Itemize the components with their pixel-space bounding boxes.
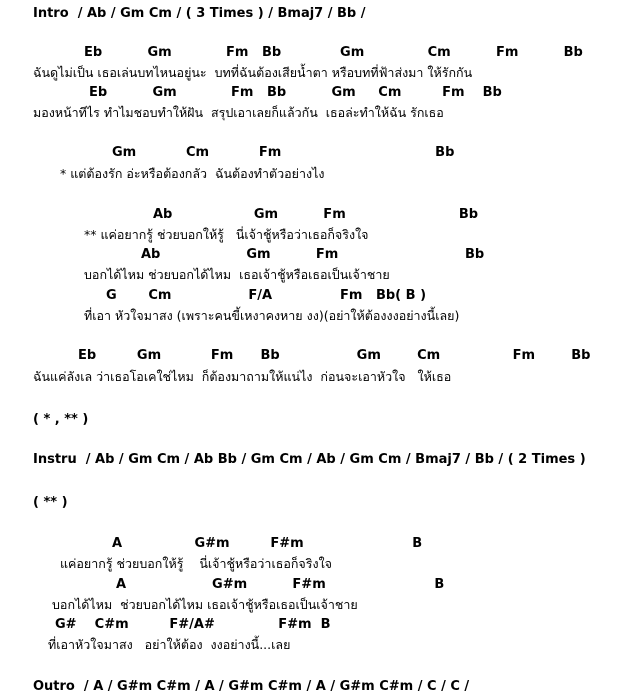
- chorus2-chords-1: A G#m F#m B: [112, 536, 423, 551]
- verse2-chords: Eb Gm Fm Bb Gm Cm Fm Bb: [78, 348, 591, 363]
- prechorus-chords: Gm Cm Fm Bb: [112, 145, 455, 160]
- instru-line: Instru / Ab / Gm Cm / Ab Bb / Gm Cm / Ab / Gm Cm / Bmaj7 / Bb / ( 2 Times ): [33, 452, 586, 467]
- verse1-chords-2: Eb Gm Fm Bb Gm Cm Fm Bb: [89, 85, 502, 100]
- chorus-lyric-3: ที่เอา หัวใจมาสง (เพราะคนขี้เหงาคงหาย งง)(อย่าให้ต้องงงอย่างนี้เลย): [84, 308, 460, 323]
- repeat-marker-1: ( * , ** ): [33, 412, 89, 427]
- chorus-chords-3: G Cm F/A Fm Bb( B ): [106, 288, 427, 303]
- verse2-lyric: ฉันแค่ลังเล ว่าเธอโอเคใช่ไหม ก็ต้องมาถามให้แน่ไง ก่อนจะเอาหัวใจ ให้เธอ: [33, 369, 452, 384]
- verse1-lyric-2: มองหน้าทีไร ทำไมชอบทำให้ฝัน สรุปเอาเลยก็แล้วกัน เธอล่ะทำให้ฉัน รักเธอ: [33, 105, 444, 120]
- chorus-lyric-1: ** แค่อยากรู้ ช่วยบอกให้รู้ นี่เจ้าชู้หรือว่าเธอก็จริงใจ: [84, 227, 369, 242]
- chorus2-chords-2: A G#m F#m B: [116, 577, 445, 592]
- chorus2-lyric-1: แค่อยากรู้ ช่วยบอกให้รู้ นี่เจ้าชู้หรือว่าเธอก็จริงใจ: [60, 556, 333, 571]
- chorus-chords-2: Ab Gm Fm Bb: [141, 247, 485, 262]
- chorus2-lyric-2: บอกได้ไหม ช่วยบอกได้ไหม เธอเจ้าชู้หรือเธอเป็นเจ้าชาย: [52, 597, 358, 612]
- outro-line: Outro / A / G#m C#m / A / G#m C#m / A / G#m C#m / C / C /: [33, 679, 470, 694]
- chorus2-chords-3: G# C#m F#/A# F#m B: [55, 617, 331, 632]
- chorus-chords-1: Ab Gm Fm Bb: [153, 207, 479, 222]
- prechorus-lyric: * แต่ต้องรัก อ่ะหรือต้องกลัว ฉันต้องทำตัวอย่างไง: [60, 166, 325, 181]
- intro-line: Intro / Ab / Gm Cm / ( 3 Times ) / Bmaj7 / Bb /: [33, 6, 366, 21]
- verse1-lyric-1: ฉันดูไม่เป็น เธอเล่นบทไหนอยู่นะ บทที่ฉันต้องเสียน้ำตา หรือบทที่ฟ้าส่งมา ให้รักกัน: [33, 65, 473, 80]
- verse1-chords-1: Eb Gm Fm Bb Gm Cm Fm Bb: [84, 45, 583, 60]
- repeat-marker-2: ( ** ): [33, 495, 68, 510]
- chorus-lyric-2: บอกได้ไหม ช่วยบอกได้ไหม เธอเจ้าชู้หรือเธอเป็นเจ้าชาย: [84, 267, 390, 282]
- chorus2-lyric-3: ที่เอาหัวใจมาสง อย่าให้ต้อง งงอย่างนี้...เลย: [48, 637, 291, 652]
